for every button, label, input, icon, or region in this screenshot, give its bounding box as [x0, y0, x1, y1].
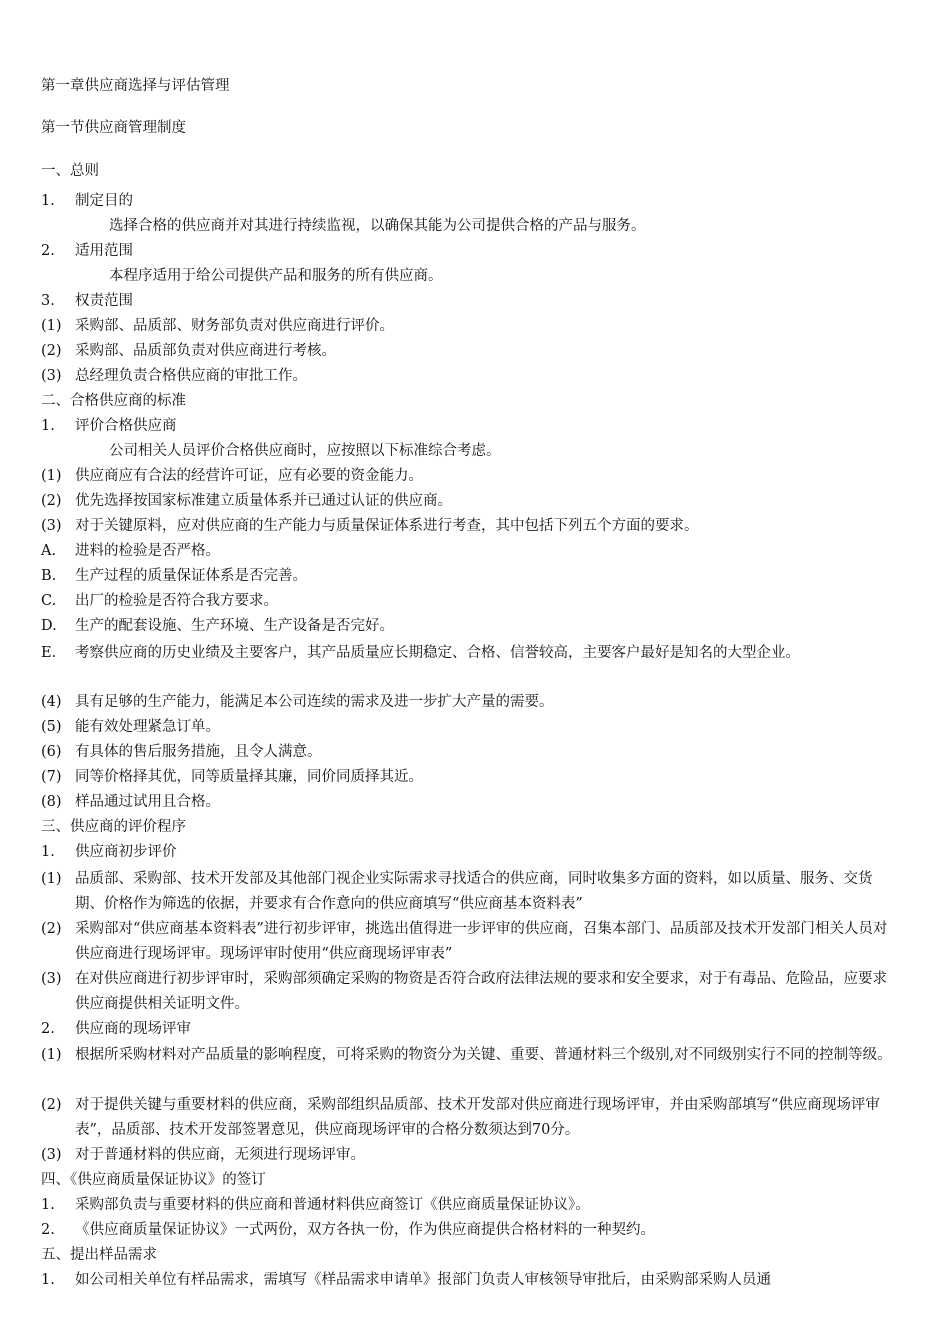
- line-text: 对于提供关键与重要材料的供应商，采购部组织品质部、技术开发部对供应商进行现场评审，并由采购部填写“供应商现场评审表”，品质部、技术开发部签署意见，供应商现场评审的合格分数须达到70分。: [75, 1097, 880, 1138]
- line-text: 出厂的检验是否符合我方要求。: [75, 593, 278, 609]
- list-item: [41, 1017, 894, 1042]
- list-item: [41, 917, 894, 967]
- item-marker: (2): [41, 493, 62, 509]
- heading-1: [41, 159, 894, 184]
- item-marker: (2): [41, 343, 62, 359]
- item-marker: (8): [41, 794, 62, 810]
- list-item: [41, 715, 894, 740]
- item-marker: (3): [41, 1147, 62, 1163]
- list-item: [41, 564, 894, 589]
- line-text: 对于普通材料的供应商，无须进行现场评审。: [75, 1147, 365, 1163]
- line-text: 如公司相关单位有样品需求，需填写《样品需求申请单》报部门负责人审核领导审批后，由采购部采购人员通: [75, 1272, 771, 1288]
- list-item: [41, 289, 894, 314]
- item-marker: E.: [41, 645, 57, 661]
- item-marker: 2.: [41, 243, 55, 259]
- line-text: 生产过程的质量保证体系是否完善。: [75, 568, 307, 584]
- line-text: 采购部对“供应商基本资料表”进行初步评审，挑选出值得进一步评审的供应商，召集本部门、品质部及技术开发部门相关人员对供应商进行现场评审。现场评审时使用“供应商现场评审表”: [75, 921, 888, 962]
- line-text: 第一章供应商选择与评估管理: [41, 78, 230, 94]
- list-item: [41, 790, 894, 815]
- item-marker: 2.: [41, 1222, 55, 1238]
- heading-5: [41, 1243, 894, 1268]
- item-marker: 1.: [41, 1272, 55, 1288]
- item-marker: B.: [41, 568, 57, 584]
- line-text: 根据所采购材料对产品质量的影响程度，可将采购的物资分为关键、重要、普通材料三个级别,对不同级别实行不同的控制等级。: [75, 1047, 892, 1063]
- line-text: 总经理负责合格供应商的审批工作。: [75, 368, 307, 384]
- line-text: 适用范围: [75, 243, 133, 259]
- item-marker: 1.: [41, 418, 55, 434]
- line-text: 具有足够的生产能力，能满足本公司连续的需求及进一步扩大产量的需要。: [75, 694, 554, 710]
- item-marker: (3): [41, 971, 62, 987]
- item-marker: 1.: [41, 1197, 55, 1213]
- line-text: 对于关键原料，应对供应商的生产能力与质量保证体系进行考查，其中包括下列五个方面的要求。: [75, 518, 699, 534]
- line-text: 生产的配套设施、生产环境、生产设备是否完好。: [75, 618, 394, 634]
- list-item: [41, 1093, 894, 1143]
- list-item: [41, 489, 894, 514]
- list-item: [41, 314, 894, 339]
- line-text: 在对供应商进行初步评审时，采购部须确定采购的物资是否符合政府法律法规的要求和安全要求，对于有毒品、危险品，应要求供应商提供相关证明文件。: [75, 971, 887, 1012]
- line-text: 样品通过试用且合格。: [75, 794, 220, 810]
- item-marker: (3): [41, 368, 62, 384]
- heading-4: [41, 1168, 894, 1193]
- list-item: [41, 840, 894, 865]
- line-text: 采购部、品质部负责对供应商进行考核。: [75, 343, 336, 359]
- item-marker: 2.: [41, 1021, 55, 1037]
- list-item: [41, 514, 894, 539]
- line-text: 进料的检验是否严格。: [75, 543, 220, 559]
- list-item: [41, 339, 894, 364]
- list-item: [41, 539, 894, 564]
- line-text: 二、合格供应商的标准: [41, 393, 186, 409]
- item-marker: (2): [41, 1097, 62, 1113]
- heading-3: [41, 815, 894, 840]
- line-text: 有具体的售后服务措施，且令人满意。: [75, 744, 322, 760]
- item-marker: (1): [41, 468, 62, 484]
- item-marker: 3.: [41, 293, 55, 309]
- item-marker: 1.: [41, 193, 55, 209]
- list-item: [41, 967, 894, 1017]
- item-marker: (5): [41, 719, 62, 735]
- line-text: 第一节供应商管理制度: [41, 120, 186, 136]
- line-text: 采购部、品质部、财务部负责对供应商进行评价。: [75, 318, 394, 334]
- list-item: [41, 1193, 894, 1218]
- list-item: [41, 589, 894, 614]
- list-item: [41, 740, 894, 765]
- line-text: 五、提出样品需求: [41, 1247, 157, 1263]
- item-marker: (6): [41, 744, 62, 760]
- line-text: 同等价格择其优，同等质量择其廉，同价同质择其近。: [75, 769, 423, 785]
- list-item: [41, 641, 894, 666]
- list-item: [41, 690, 894, 715]
- list-item: [41, 364, 894, 389]
- line-text: 供应商初步评价: [75, 844, 177, 860]
- list-item: [41, 765, 894, 790]
- item-marker: (1): [41, 318, 62, 334]
- item-marker: (4): [41, 694, 62, 710]
- line-text: 四、《供应商质量保证协议》的签订: [41, 1172, 266, 1188]
- list-item: [41, 1218, 894, 1243]
- line-text: 品质部、采购部、技术开发部及其他部门视企业实际需求寻找适合的供应商，同时收集多方面的资料，如以质量、服务、交货期、价格作为筛选的依据，并要求有合作意向的供应商填写“供应商基本资料表”: [75, 871, 873, 912]
- line-text: 三、供应商的评价程序: [41, 819, 186, 835]
- list-item: [41, 867, 894, 917]
- list-item: [41, 1143, 894, 1168]
- item-marker: (1): [41, 871, 62, 887]
- paragraph: [41, 264, 894, 289]
- line-text: 《供应商质量保证协议》一式两份，双方各执一份，作为供应商提供合格材料的一种契约。: [75, 1222, 655, 1238]
- item-marker: (3): [41, 518, 62, 534]
- item-marker: 1.: [41, 844, 55, 860]
- line-text: 一、总则: [41, 163, 99, 179]
- line-text: 制定目的: [75, 193, 133, 209]
- chapter-title: [41, 74, 894, 99]
- line-text: 优先选择按国家标准建立质量体系并已通过认证的供应商。: [75, 493, 452, 509]
- paragraph: [41, 214, 894, 239]
- item-marker: A.: [41, 543, 57, 559]
- list-item: [41, 414, 894, 439]
- line-text: 供应商应有合法的经营许可证，应有必要的资金能力。: [75, 468, 423, 484]
- list-item: [41, 614, 894, 639]
- item-marker: (2): [41, 921, 62, 937]
- item-marker: (1): [41, 1047, 62, 1063]
- line-text: 选择合格的供应商并对其进行持续监视，以确保其能为公司提供合格的产品与服务。: [109, 218, 646, 234]
- line-text: 能有效处理紧急订单。: [75, 719, 220, 735]
- item-marker: C.: [41, 593, 57, 609]
- list-item: [41, 239, 894, 264]
- line-text: 评价合格供应商: [75, 418, 177, 434]
- list-item: [41, 1268, 894, 1293]
- line-text: 考察供应商的历史业绩及主要客户，其产品质量应长期稳定、合格、信誉较高，主要客户最好是知名的大型企业。: [75, 645, 800, 661]
- line-text: 权责范围: [75, 293, 133, 309]
- line-text: 公司相关人员评价合格供应商时，应按照以下标准综合考虑。: [109, 443, 501, 459]
- item-marker: (7): [41, 769, 62, 785]
- line-text: 供应商的现场评审: [75, 1021, 191, 1037]
- item-marker: D.: [41, 618, 57, 634]
- heading-2: [41, 389, 894, 414]
- paragraph: [41, 439, 894, 464]
- line-text: 本程序适用于给公司提供产品和服务的所有供应商。: [109, 268, 443, 284]
- list-item: [41, 1043, 894, 1068]
- line-text: 采购部负责与重要材料的供应商和普通材料供应商签订《供应商质量保证协议》。: [75, 1197, 590, 1213]
- list-item: [41, 189, 894, 214]
- list-item: [41, 464, 894, 489]
- section-title: [41, 116, 894, 141]
